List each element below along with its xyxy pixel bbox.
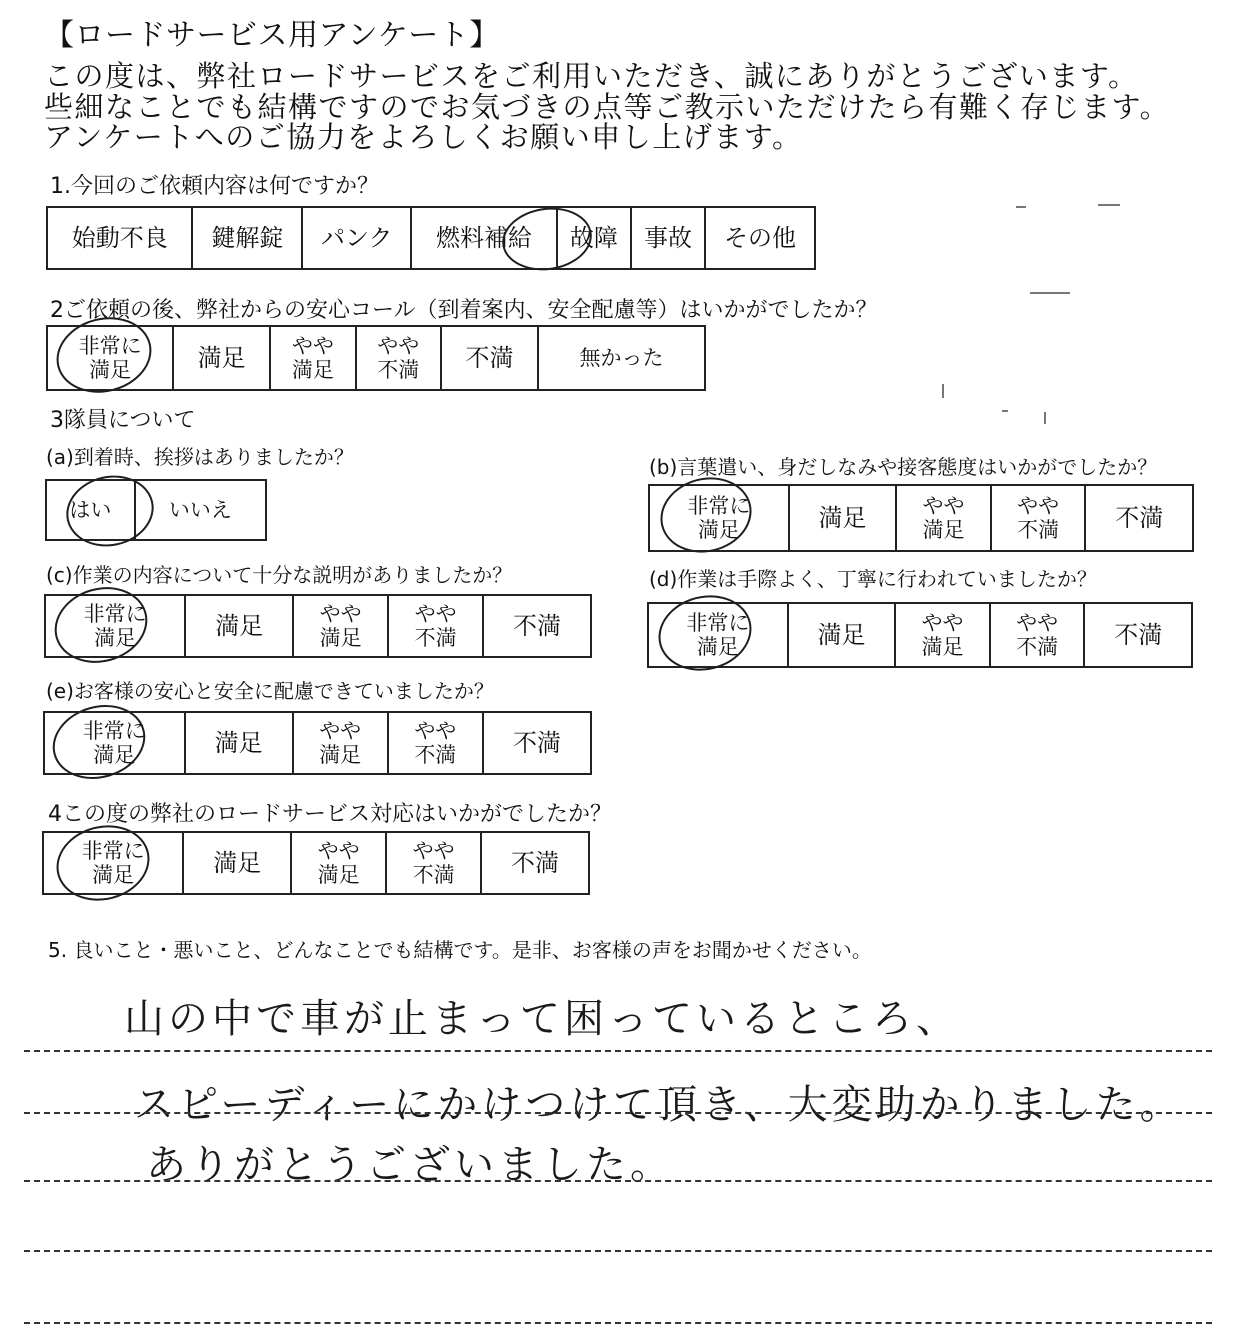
q5-answer-line-3: ありがとうございました。 — [146, 1142, 674, 1188]
q1-option-breakdown[interactable]: 故障 — [557, 207, 631, 269]
q2-options — [46, 325, 706, 391]
scan-speck — [942, 384, 944, 398]
q3b-option-satisfied[interactable]: 満足 — [789, 485, 897, 551]
q3c-option-somewhat-dissatisfied[interactable]: やや 不満 — [388, 595, 483, 657]
q1-option-start-failure[interactable]: 始動不良 — [47, 207, 192, 269]
q4-option-very-satisfied[interactable]: 非常に 満足 — [43, 832, 183, 894]
q4-option-somewhat-dissatisfied[interactable]: やや 不満 — [386, 832, 481, 894]
q1-option-lockout[interactable]: 鍵解錠 — [192, 207, 302, 269]
answer-line-rule-5 — [24, 1322, 1212, 1324]
q1-option-accident[interactable]: 事故 — [631, 207, 705, 269]
q3c-option-somewhat-satisfied[interactable]: やや 満足 — [293, 595, 388, 657]
q4-question: 4この度の弊社のロードサービス対応はいかがでしたか？ — [48, 802, 612, 827]
scan-speck — [1098, 204, 1120, 206]
scan-speck — [1002, 410, 1008, 412]
answer-line-rule-3 — [24, 1180, 1212, 1182]
q3b-option-very-satisfied[interactable]: 非常に 満足 — [649, 485, 789, 551]
q3b-options — [648, 484, 1194, 552]
q3e-option-very-satisfied[interactable]: 非常に 満足 — [44, 712, 185, 774]
q3b-option-somewhat-dissatisfied[interactable]: やや 不満 — [991, 485, 1086, 551]
answer-line-rule-4 — [24, 1250, 1212, 1252]
answer-line-rule-2 — [24, 1112, 1212, 1114]
q2-option-very-satisfied[interactable]: 非常に 満足 — [47, 326, 173, 390]
q3c-option-very-satisfied[interactable]: 非常に 満足 — [45, 595, 185, 657]
scan-speck — [1044, 412, 1046, 424]
q5-answer-line-1: 山の中で車が止まって困っているところ、 — [124, 996, 960, 1042]
q3b-option-dissatisfied[interactable]: 不満 — [1085, 485, 1193, 551]
scan-speck — [1016, 206, 1026, 208]
q3a-option-yes[interactable]: はい — [46, 480, 135, 540]
q4-option-satisfied[interactable]: 満足 — [183, 832, 291, 894]
q3e-question: (e)お客様の安心と安全に配慮できていましたか？ — [46, 679, 494, 703]
q3d-option-somewhat-dissatisfied[interactable]: やや 不満 — [990, 603, 1085, 667]
survey-title: 【ロードサービス用アンケート】 — [44, 18, 500, 53]
q1-option-other[interactable]: その他 — [705, 207, 815, 269]
scan-speck — [1030, 292, 1070, 294]
q4-options — [42, 831, 590, 895]
q3d-option-somewhat-satisfied[interactable]: やや 満足 — [895, 603, 990, 667]
q2-option-satisfied[interactable]: 満足 — [173, 326, 270, 390]
q1-question: 1.今回のご依頼内容は何ですか？ — [50, 174, 379, 199]
q1-options — [46, 206, 816, 270]
q5-answer-line-2: スピーディーにかけつけて頂き、大変助かりました。 — [134, 1082, 1184, 1128]
q3a-options — [45, 479, 267, 541]
q3b-question: (b)言葉遣い、身だしなみや接客態度はいかがでしたか？ — [649, 455, 1158, 479]
answer-line-rule-1 — [24, 1050, 1212, 1052]
q5-question: 5. 良いこと・悪いこと、どんなことでも結構です。是非、お客様の声をお聞かせください。 — [48, 938, 872, 962]
q2-option-somewhat-dissatisfied[interactable]: やや 不満 — [356, 326, 441, 390]
q3a-option-no[interactable]: いいえ — [135, 480, 266, 540]
q1-option-fuel[interactable]: 燃料補給 — [411, 207, 556, 269]
q3a-question: (a)到着時、挨拶はありましたか？ — [46, 445, 354, 469]
q3d-option-very-satisfied[interactable]: 非常に 満足 — [648, 603, 788, 667]
q3c-options — [44, 594, 592, 658]
q2-option-dissatisfied[interactable]: 不満 — [441, 326, 538, 390]
q3e-option-somewhat-dissatisfied[interactable]: やや 不満 — [388, 712, 483, 774]
intro-line-2: 些細なことでも結構ですのでお気づきの点等ご教示いただけたら有難く存じます。 — [44, 90, 1171, 124]
q1-option-flat-tire[interactable]: パンク — [302, 207, 411, 269]
q3d-options — [647, 602, 1193, 668]
q3d-option-satisfied[interactable]: 満足 — [788, 603, 896, 667]
q3c-option-satisfied[interactable]: 満足 — [185, 595, 293, 657]
q2-question: 2ご依頼の後、弊社からの安心コール（到着案内、安全配慮等）はいかがでしたか？ — [50, 298, 878, 323]
q2-option-none[interactable]: 無かった — [538, 326, 705, 390]
intro-line-3: アンケートへのご協力をよろしくお願い申し上げます。 — [44, 120, 803, 154]
q4-option-somewhat-satisfied[interactable]: やや 満足 — [291, 832, 386, 894]
q3e-option-satisfied[interactable]: 満足 — [185, 712, 293, 774]
q3c-question: (c)作業の内容について十分な説明がありましたか？ — [46, 563, 513, 587]
q3-heading: 3隊員について — [50, 408, 196, 433]
q3e-option-somewhat-satisfied[interactable]: やや 満足 — [293, 712, 388, 774]
q4-option-dissatisfied[interactable]: 不満 — [481, 832, 589, 894]
q3d-option-dissatisfied[interactable]: 不満 — [1084, 603, 1192, 667]
intro-line-1: この度は、弊社ロードサービスをご利用いただき、誠にありがとうございます。 — [44, 59, 1139, 93]
q3e-options — [43, 711, 592, 775]
q3d-question: (d)作業は手際よく、丁寧に行われていましたか？ — [649, 567, 1097, 591]
q3e-option-dissatisfied[interactable]: 不満 — [483, 712, 591, 774]
q3c-option-dissatisfied[interactable]: 不満 — [483, 595, 591, 657]
q2-option-somewhat-satisfied[interactable]: やや 満足 — [270, 326, 355, 390]
q3b-option-somewhat-satisfied[interactable]: やや 満足 — [896, 485, 991, 551]
